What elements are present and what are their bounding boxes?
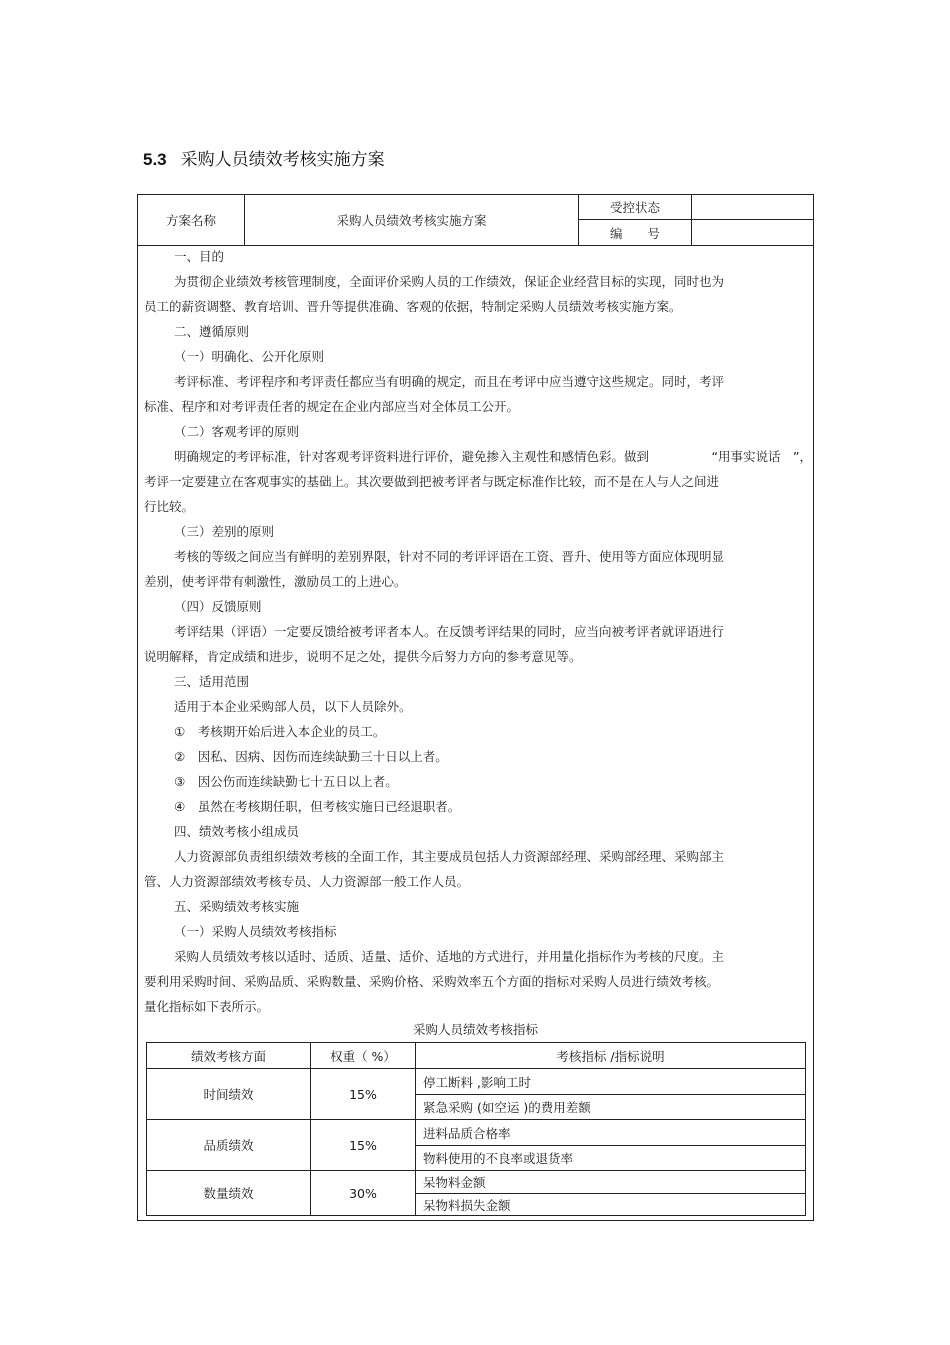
body-line: 行比较。	[144, 499, 195, 514]
plan-document	[137, 194, 814, 1221]
heading-principles: 二、遵循原则	[174, 324, 250, 339]
heading-scope: 三、适用范围	[174, 674, 250, 689]
heading-purpose: 一、目的	[174, 249, 225, 264]
body-line: 标准、程序和对考评责任者的规定在企业内部应当对全体员工公开。	[144, 399, 520, 414]
body-line: 要利用采购时间、采购品质、采购数量、采购价格、采购效率五个方面的指标对采购人员进行绩效考核。	[144, 974, 720, 989]
table-cell-aspect: 时间绩效	[203, 1087, 254, 1102]
body-line: 考评标准、考评程序和考评责任都应当有明确的规定，而且在考评中应当遵守这些规定。同时，考评	[174, 374, 725, 389]
subheading: （三）差别的原则	[174, 524, 275, 539]
body-line: 量化指标如下表所示。	[144, 999, 270, 1014]
list-item: ① 考核期开始后进入本企业的员工。	[174, 724, 386, 739]
body-line: 明确规定的考评标准，针对客观考评资料进行评价，避免掺入主观性和感情色彩。做到 “用事实说话 ”，	[174, 449, 812, 464]
table-cell-indicator: 紧急采购 (如空运 )的费用差额	[423, 1099, 591, 1115]
list-item: ③ 因公伤而连续缺勤七十五日以上者。	[174, 774, 398, 789]
plan-name-value: 采购人员绩效考核实施方案	[336, 213, 487, 228]
section-heading	[143, 145, 385, 170]
body-line: 管、人力资源部绩效考核专员、人力资源部一般工作人员。	[144, 874, 470, 889]
table-cell-aspect: 品质绩效	[203, 1138, 254, 1153]
table-header-weight: 权重（ %）	[330, 1048, 396, 1064]
list-item: ② 因私、因病、因伤而连续缺勤三十日以上者。	[174, 749, 448, 764]
kpi-table	[146, 1042, 806, 1216]
subheading: （一）明确化、公开化原则	[174, 349, 325, 364]
control-status-label: 受控状态	[609, 200, 660, 215]
table-cell-weight: 15%	[349, 1137, 377, 1153]
body-line: 考核的等级之间应当有鲜明的差别界限，针对不同的考评评语在工资、晋升、使用等方面应体现明显	[174, 549, 725, 564]
body-line: 适用于本企业采购部人员，以下人员除外。	[174, 699, 412, 714]
body-line: 采购人员绩效考核以适时、适质、适量、适价、适地的方式进行，并用量化指标作为考核的尺度。主	[174, 949, 725, 964]
subheading: （二）客观考评的原则	[174, 424, 300, 439]
table-cell-indicator: 呆物料金额	[423, 1175, 486, 1190]
table-header-indicator: 考核指标 /指标说明	[556, 1048, 665, 1064]
heading-team: 四、绩效考核小组成员	[174, 824, 300, 839]
code-value	[692, 220, 813, 245]
code-label: 编 号	[609, 225, 660, 241]
table-header-aspect: 绩效考核方面	[190, 1048, 266, 1064]
heading-implementation: 五、采购绩效考核实施	[174, 899, 300, 914]
plan-header	[138, 195, 813, 246]
subheading: （四）反馈原则	[174, 599, 262, 614]
table-cell-indicator: 停工断料 ,影响工时	[423, 1074, 531, 1090]
control-status-value	[692, 195, 813, 219]
table-cell-indicator: 物料使用的不良率或退货率	[423, 1150, 574, 1166]
plan-name-label: 方案名称	[165, 213, 216, 228]
body-line: 考评一定要建立在客观事实的基础上。其次要做到把被考评者与既定标准作比较，而不是在人与人之间进	[144, 474, 720, 489]
list-item: ④ 虽然在考核期任职，但考核实施日已经退职者。	[174, 799, 461, 814]
section-number: 5.3	[143, 150, 167, 169]
table-cell-weight: 30%	[349, 1185, 377, 1201]
table-cell-indicator: 进料品质合格率	[423, 1125, 511, 1141]
table-caption: 采购人员绩效考核指标	[412, 1022, 538, 1037]
body-line: 员工的薪资调整、教育培训、晋升等提供准确、客观的依据，特制定采购人员绩效考核实施方案。	[144, 299, 682, 314]
body-line: 为贯彻企业绩效考核管理制度，全面评价采购人员的工作绩效，保证企业经营目标的实现，同时也为	[174, 274, 725, 289]
body-line: 说明解释，肯定成绩和进步，说明不足之处，提供今后努力方向的参考意见等。	[144, 649, 582, 664]
body-line: 人力资源部负责组织绩效考核的全面工作，其主要成员包括人力资源部经理、采购部经理、采购部主	[174, 849, 725, 864]
body-line: 差别，使考评带有刺激性，激励员工的上进心。	[144, 574, 407, 589]
body-line: 考评结果（评语）一定要反馈给被考评者本人。在反馈考评结果的同时，应当向被考评者就评语进行	[174, 624, 725, 639]
table-cell-weight: 15%	[349, 1086, 377, 1102]
table-cell-aspect: 数量绩效	[203, 1186, 254, 1201]
section-title: 采购人员绩效考核实施方案	[180, 150, 385, 170]
table-cell-indicator: 呆物料损失金额	[423, 1197, 511, 1213]
subheading: （一）采购人员绩效考核指标	[174, 924, 337, 939]
